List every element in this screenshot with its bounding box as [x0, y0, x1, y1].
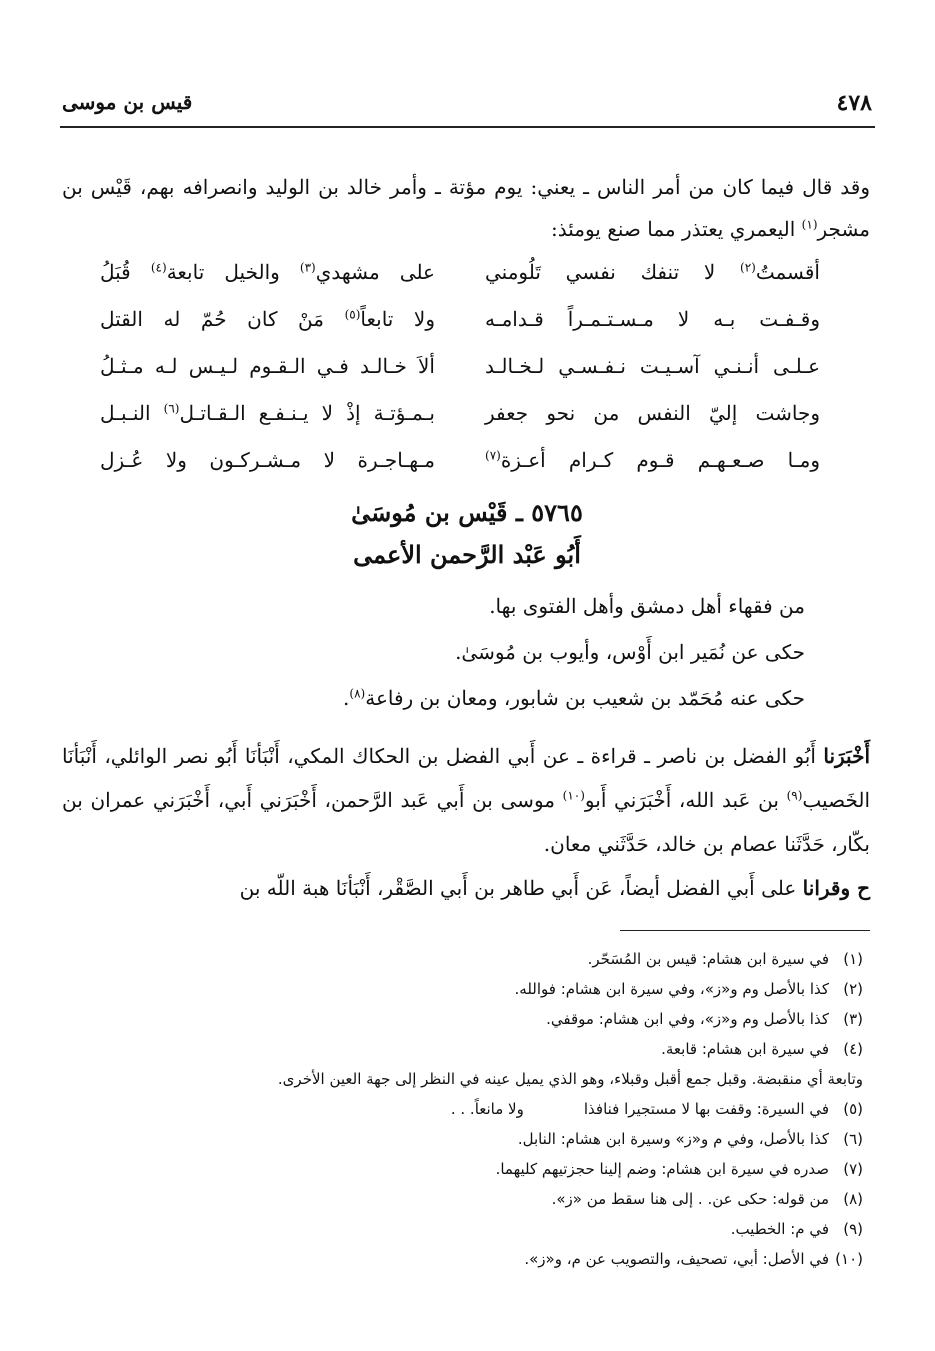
- bio-line-fuqaha: من فقهاء أهل دمشق وأهل الفتوى بها.: [489, 594, 805, 618]
- second-hemistich: بـمـؤتـة إذْ لا يـنـفـع الـقـاتـل$^{(٦)}$ النـبـل: [100, 401, 435, 425]
- bio-line-narrated-from: حكى عن نُمَير ابن أَوْس، وأيوب بن مُوسَىٰ.: [455, 640, 805, 664]
- footnote: (٢)كذا بالأصل وم و«ز»، وفي سيرة ابن هشام: فوالله.: [514, 980, 863, 998]
- isnad-paragraph: أَخْبَرَنا أَبُو الفضل بن ناصر ـ قراءة ـ عن أَبي الفضل بن الحكاك المكي، أَنْبَأنَا أَبُو نصر الوائلي، أَنْبَأنَا الخَصيب$^{(٩)}$ بن عَبد الله، أَخْبَرَني أَبو$^{(١٠)}$ موسى بن أَبي عَبد الرَّحمن، أَخْبَرَني أَبي، أَخْبَرَني عمران بن بكّار، حَدَّثَنا عصام بن خالد، حَدَّثَني معان. ح وقرانا على أَبي الفضل أيضاً، عَن أَبي طاهر بن أَبي الصَّقْر، أَنْبَأنَا هبة اللّه بن: [62, 744, 870, 900]
- first-hemistich: عـلـى أنـنـي آسـيـت نـفـسـي لـخـالـد: [485, 354, 820, 378]
- header-rule: [60, 126, 875, 128]
- poem-verse: [100, 393, 820, 440]
- first-hemistich: أقسمتُ$^{(٢)}$ لا تنفك نفسي تَلُومني: [485, 260, 820, 284]
- page-header: [62, 88, 872, 124]
- footnote-ref[interactable]: (٤): [150, 260, 167, 275]
- entry-kunya: أَبُو عَبْد الرَّحمن الأعمى: [353, 540, 581, 569]
- poem-verse: [100, 346, 820, 393]
- second-hemistich: ولا تابعاً$^{(٥)}$ مَنْ كان حُمّ له القتل: [100, 307, 435, 331]
- footnote: (٦)كذا بالأصل، وفي م و«ز» وسيرة ابن هشام: النابل.: [517, 1130, 863, 1148]
- footnote: (٧)صدره في سيرة ابن هشام: وضم إلينا حجزتيهم كليهما.: [495, 1160, 863, 1178]
- second-hemistich: على مشهدي$^{(٣)}$ والخيل تابعة$^{(٤)}$ قُبَلُ: [100, 260, 435, 284]
- isnad-lead: أَخْبَرَنا: [823, 744, 870, 768]
- footnote: (٩)في م: الخطيب.: [730, 1220, 863, 1238]
- footnote-ref[interactable]: (٢): [740, 260, 756, 275]
- footnote-continuation: وتابعة أي منقبضة. وقبل جمع أقبل وقبلاء، وهو الذي يميل عينه في النظر إلى جهة العين الأخرى.: [277, 1070, 863, 1088]
- footnote-ref[interactable]: (١٠): [562, 788, 585, 803]
- intro-paragraph: [62, 166, 870, 250]
- footnote: (٣)كذا بالأصل وم و«ز»، وفي ابن هشام: موقفي.: [546, 1010, 863, 1028]
- bio-line-narrated-by: حكى عنه مُحَمّد بن شعيب بن شابور، ومعان بن رفاعة$^{(٨)}$.: [343, 686, 805, 710]
- first-hemistich: وقـفـت بـه لا مـسـتـمـراً قـدامـه: [485, 307, 820, 331]
- footnote-ref[interactable]: (٧): [485, 448, 501, 463]
- footnotes: [143, 944, 863, 1274]
- running-title: قيس بن موسى: [62, 90, 193, 114]
- footnote-ref[interactable]: (٦): [163, 401, 180, 416]
- intro-text-after: اليعمري يعتذر مما صنع يومئذ:: [550, 217, 802, 241]
- footnote-ref[interactable]: (٥): [344, 307, 361, 322]
- second-hemistich: ألاَ خـالـد فـي الـقـوم لـيـس لـه مـثـلُ: [100, 354, 435, 378]
- footnote-ref[interactable]: (٣): [299, 260, 316, 275]
- footnote: (٥)في السيرة: وقفت بها لا مستجيرا فنافذاولا مانعاً. . .: [450, 1100, 863, 1118]
- entry-title: ٥٧٦٥ ـ قَيْس بن مُوسَىٰ: [351, 498, 583, 527]
- footnote-ref[interactable]: (١): [801, 217, 818, 232]
- footnote-ref[interactable]: (٨): [349, 686, 366, 701]
- poem: [100, 252, 820, 487]
- footnote: (٤)في سيرة ابن هشام: قابعة.: [661, 1040, 863, 1058]
- second-hemistich: مـهـاجـرة لا مـشـركـون ولا عُـزل: [100, 448, 435, 472]
- poem-verse: [100, 252, 820, 299]
- first-hemistich: وجاشت إليّ النفس من نحو جعفر: [485, 401, 820, 425]
- first-hemistich: ومـا صـعـهـم قـوم كـرام أعـزة$^{(٧)}$: [485, 448, 820, 472]
- intro-text: وقد قال فيما كان من أمر الناس ـ يعني: يوم مؤتة ـ وأمر خالد بن الوليد وانصرافه بهم، قَيْس بن مشجر: [62, 175, 870, 241]
- footnote-ref[interactable]: (٩): [786, 788, 803, 803]
- poem-verse: [100, 299, 820, 346]
- footnote-rule: [620, 930, 870, 931]
- footnote: (٨)من قوله: حكى عن. . إلى هنا سقط من «ز».: [551, 1190, 863, 1208]
- page-number: ٤٧٨: [836, 90, 872, 116]
- footnote: (١)في سيرة ابن هشام: قيس بن المُسَحّر.: [587, 950, 863, 968]
- isnad-lead-2: ح وقرانا: [802, 876, 870, 900]
- poem-verse: [100, 440, 820, 487]
- footnote: (١٠)في الأصل: أبي، تصحيف، والتصويب عن م، و«ز».: [524, 1250, 863, 1268]
